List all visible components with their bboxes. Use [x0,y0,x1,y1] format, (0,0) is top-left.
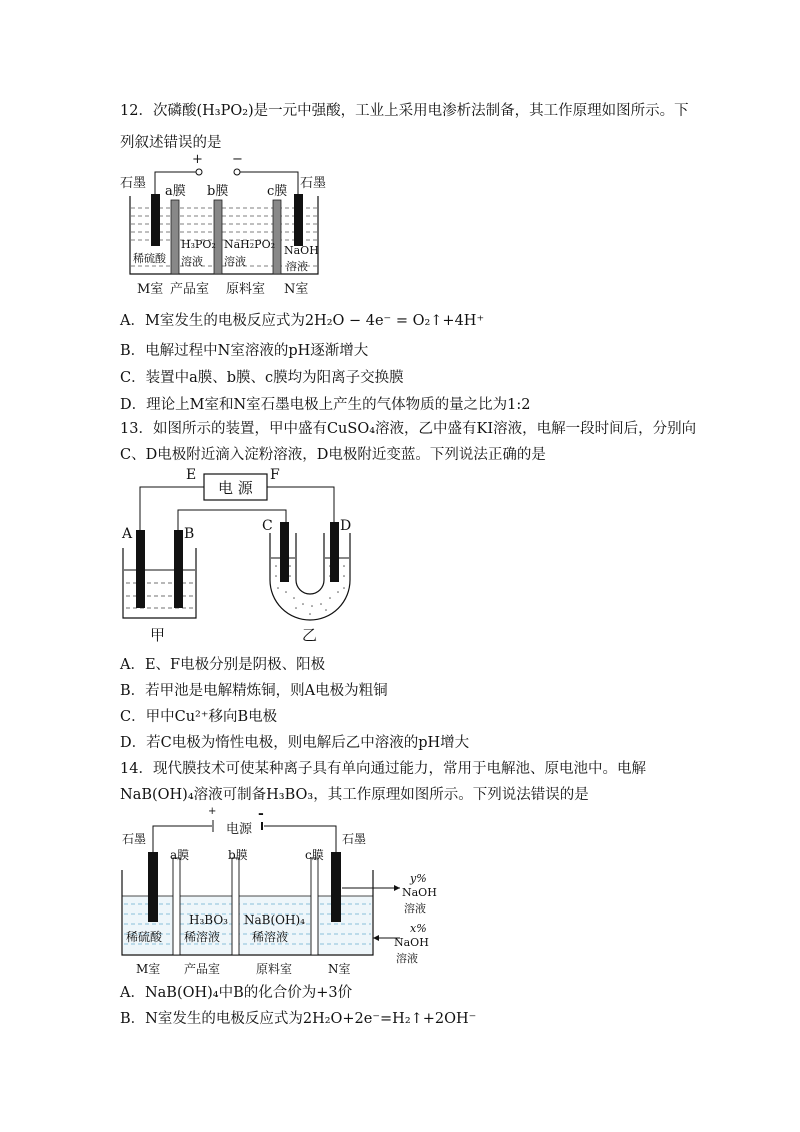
q13-label-b: B [184,526,195,542]
q12-option-b: B．电解过程中N室溶液的pH逐渐增大 [120,343,369,359]
q12-room-product: 产品室 [170,282,210,297]
q12-left-graphite: 石墨 [120,176,147,191]
q13-option-a: A．E、F电极分别是阴极、阳极 [120,657,326,673]
q12-room-m: M室 [137,282,164,297]
q13-option-b: B．若甲池是电解精炼铜，则A电极为粗铜 [120,683,388,699]
q14-membrane-b: b膜 [228,848,248,862]
q14-sol-product-2: 稀溶液 [184,930,221,944]
q13-label-e: E [186,467,197,483]
q12-option-a: A．M室发生的电极反应式为2H₂O − 4e⁻ = O₂↑+4H⁺ [120,313,485,329]
q14-membrane-c: c膜 [305,848,324,862]
q13-label-d: D [340,518,352,534]
q14-stem-line2: NaB(OH)₄溶液可制备H₃BO₃，其工作原理如图所示。下列说法错误的是 [120,787,589,803]
q14-inlet-concentration: x% [410,922,427,935]
q12-right-graphite: 石墨 [300,176,327,191]
q13-label-f: F [270,467,280,483]
q12-stem-line2: 列叙述错误的是 [120,135,222,151]
q12-sol-m: 稀硫酸 [133,252,166,265]
q14-inlet-solution: 溶液 [396,952,418,965]
q12-membrane-a: a膜 [165,184,186,199]
q13-stem-line1: 13．如图所示的装置，甲中盛有CuSO₄溶液，乙中盛有KI溶液，电解一段时间后，分别向 [120,421,697,437]
q12-plus-sign: + [192,152,203,167]
q12-minus-sign: − [232,152,243,167]
q14-room-raw: 原料室 [256,962,293,976]
q14-sol-raw-2: 稀溶液 [252,930,289,944]
q14-outlet-concentration: y% [410,872,427,885]
q13-label-c: C [262,518,273,534]
q14-room-product: 产品室 [184,962,221,976]
q13-option-c: C．甲中Cu²⁺移向B电极 [120,709,278,725]
q12-membrane-c: c膜 [267,184,288,199]
q14-left-graphite: 石墨 [122,832,147,846]
q14-power-source: 电源 [226,822,253,837]
q12-room-raw: 原料室 [226,282,266,297]
q14-right-graphite: 石墨 [342,832,367,846]
q14-sol-product-1: H₃BO₃ [189,913,228,927]
q12-sol-raw-1: NaH₂PO₂ [224,238,276,251]
q14-plus-sign: + [208,806,217,817]
q13-cell-jia: 甲 [150,626,166,644]
q14-inlet-naoh: NaOH [394,936,429,949]
q13-stem-line2: C、D电极附近滴入淀粉溶液，D电极附近变蓝。下列说法正确的是 [120,447,546,463]
q14-sol-raw-1: NaB(OH)₄ [244,913,305,927]
q12-sol-product-2: 溶液 [181,255,203,268]
q12-sol-n-2: 溶液 [286,260,308,273]
q12-membrane-b: b膜 [207,184,229,199]
q12-room-n: N室 [284,282,309,297]
q14-outlet-solution: 溶液 [404,902,426,915]
q14-room-n: N室 [328,962,351,976]
q12-sol-n-1: NaOH [284,244,319,257]
q14-stem-line1: 14．现代膜技术可使某种离子具有单向通过能力，常用于电解池、原电池中。电解 [120,761,646,777]
q14-minus-sign: - [258,806,264,822]
q14-sol-m: 稀硫酸 [126,930,163,944]
q14-membrane-a: a膜 [170,848,190,862]
q13-option-d: D．若C电极为惰性电极，则电解后乙中溶液的pH增大 [120,735,470,751]
q12-sol-raw-2: 溶液 [224,255,246,268]
q13-power-source: 电 源 [218,479,253,497]
q14-room-m: M室 [136,962,161,976]
q14-outlet-naoh: NaOH [402,886,437,899]
q14-option-a: A．NaB(OH)₄中B的化合价为+3价 [120,985,353,1001]
q12-sol-product-1: H₃PO₂ [181,238,216,251]
q13-cell-yi: 乙 [302,626,318,644]
q12-option-d: D．理论上M室和N室石墨电极上产生的气体物质的量之比为1:2 [120,397,531,413]
q12-stem-line1: 12．次磷酸(H₃PO₂)是一元中强酸，工业上采用电渗析法制备，其工作原理如图所示。下 [120,103,689,119]
q14-option-b: B．N室发生的电极反应式为2H₂O+2e⁻=H₂↑+2OH⁻ [120,1011,477,1027]
q13-label-a: A [122,526,133,542]
q12-option-c: C．装置中a膜、b膜、c膜均为阳离子交换膜 [120,370,404,386]
